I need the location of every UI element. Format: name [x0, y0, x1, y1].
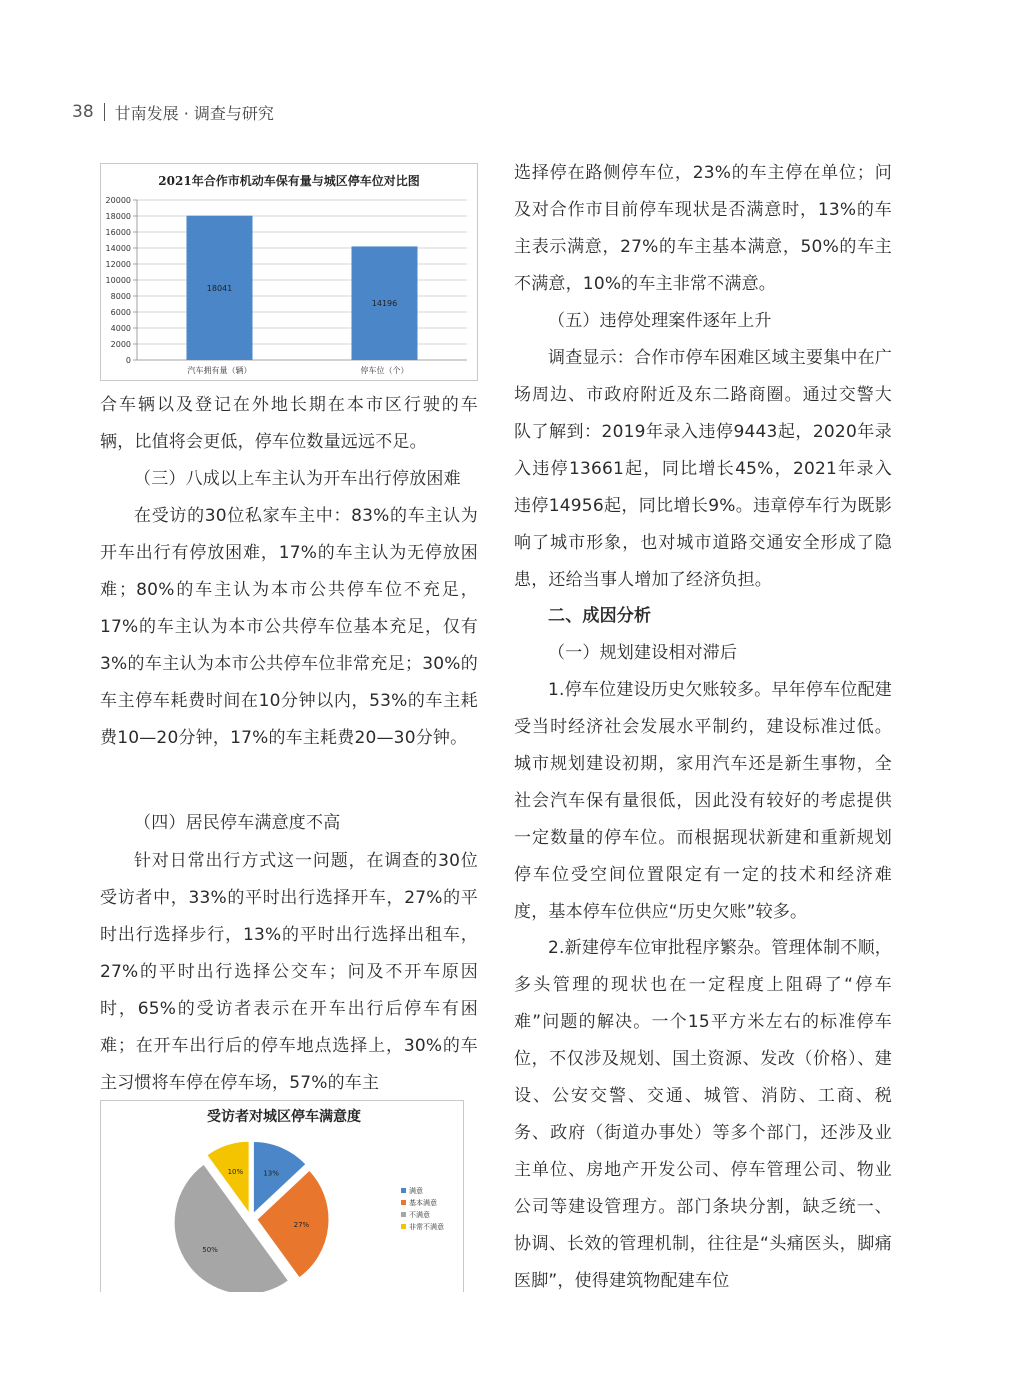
paragraph: 合车辆以及登记在外地长期在本市区行驶的车辆，比值将会更低，停车位数量远远不足。 — [100, 395, 478, 452]
bar-chart — [100, 163, 478, 381]
bar-chart-y-ticks — [106, 196, 131, 365]
category-label: 停车位（个） — [360, 366, 409, 375]
page-number: 38 — [72, 102, 94, 122]
paragraph: 选择停在路侧停车位，23%的车主停在单位；问及对合作市目前停车现状是否满意时，13%的车主表示满意，27%的车主基本满意，50%的车主不满意，10%的车主非常不满意。 — [514, 163, 892, 294]
subheading: （四）居民停车满意度不高 — [134, 813, 341, 833]
legend-entry: 不满意 — [409, 1211, 430, 1219]
y-tick-label: 20000 — [105, 196, 131, 205]
y-tick-label: 8000 — [110, 292, 131, 301]
y-tick-label: 18000 — [105, 212, 131, 221]
y-tick-label: 10000 — [105, 276, 131, 285]
paragraph: 1.停车位建设历史欠账较多。早年停车位配建受当时经济社会发展水平制约，建设标准过低。城市规划建设初期，家用汽车还是新生事物，全社会汽车保有量很低，因此没有较好的考虑提供一定数量的停车位。而根据现状新建和重新规划停车位受空间位置限定有一定的技术和经济难度，基本停车位供应“历史欠账”较多。 — [514, 680, 892, 922]
pie-slice-label: 27% — [293, 1220, 310, 1229]
pie-chart-slices — [174, 1141, 329, 1292]
y-tick-label: 16000 — [105, 228, 131, 237]
legend-swatch — [401, 1212, 406, 1217]
subheading: （五）违停处理案件逐年上升 — [548, 311, 772, 331]
legend-entry: 非常不满意 — [409, 1223, 444, 1231]
paragraph: 在受访的30位私家车主中：83%的车主认为开车出行有停放困难，17%的车主认为无停放困难；80%的车主认为本市公共停车位不充足，17%的车主认为本市公共停车位基本充足，仅有3%的车主认为本市公共停车位非常充足；30%的车主停车耗费时间在10分钟以内，53%的车主耗费10—20分钟，17%的车主耗费20—30分钟。 — [100, 506, 478, 748]
subheading: （三）八成以上车主认为开车出行停放困难 — [134, 469, 461, 489]
section-heading: 二、成因分析 — [548, 606, 652, 626]
legend-entry: 基本满意 — [409, 1199, 437, 1207]
running-header — [72, 101, 274, 123]
bar-chart-title: 2021年合作市机动车保有量与城区停车位对比图 — [158, 174, 420, 188]
paragraph: 针对日常出行方式这一问题，在调查的30位受访者中，33%的平时出行选择开车，27%的平时出行选择步行，13%的平时出行选择出租车，27%的平时出行选择公交车；问及不开车原因时，65%的受访者表示在开车出行后停车有困难；在开车出行后的停车地点选择上，30%的车主习惯将车停在停车场，57%的车主 — [100, 851, 478, 1093]
journal-title: 甘南发展 · 调查与研究 — [114, 103, 274, 123]
y-tick-label: 14000 — [105, 244, 131, 253]
y-tick-label: 2000 — [110, 340, 131, 349]
legend-entry: 满意 — [409, 1187, 423, 1195]
legend-swatch — [401, 1188, 406, 1193]
y-tick-label: 6000 — [110, 308, 131, 317]
y-tick-label: 0 — [125, 356, 131, 365]
bar-value-label: 14196 — [371, 299, 398, 309]
category-label: 汽车拥有量（辆） — [187, 366, 252, 375]
subheading: （一）规划建设相对滞后 — [548, 643, 738, 663]
pie-chart-legend — [401, 1186, 444, 1231]
legend-swatch — [401, 1200, 406, 1205]
pie-slice-label: 50% — [202, 1245, 218, 1254]
y-tick-label: 12000 — [105, 260, 131, 269]
bar-chart-categories — [188, 365, 409, 375]
pie-chart-svg — [101, 1101, 463, 1292]
pie-chart — [100, 1100, 464, 1292]
pie-chart-title: 受访者对城区停车满意度 — [207, 1109, 361, 1125]
bar-chart-bars — [187, 216, 418, 360]
header-divider — [104, 103, 105, 121]
bar-chart-svg — [101, 164, 477, 380]
y-tick-label: 4000 — [110, 324, 131, 333]
pie-slice-label: 10% — [227, 1167, 244, 1176]
legend-swatch — [401, 1224, 406, 1229]
paragraph: 调查显示：合作市停车困难区域主要集中在广场周边、市政府附近及东二路商圈。通过交警大队了解到：2019年录入违停9443起，2020年录入违停13661起，同比增长45%，2021年录入违停14956起，同比增长9%。违章停车行为既影响了城市形象，也对城市道路交通安全形成了隐患，还给当事人增加了经济负担。 — [514, 348, 892, 590]
paragraph: 2.新建停车位审批程序繁杂。管理体制不顺，多头管理的现状也在一定程度上阻碍了“停车难”问题的解决。一个15平方米左右的标准停车位，不仅涉及规划、国土资源、发改（价格）、建设、公安交警、交通、城管、消防、工商、税务、政府（街道办事处）等多个部门，还涉及业主单位、房地产开发公司、停车管理公司、物业公司等建设管理方。部门条块分割，缺乏统一、协调、长效的管理机制，往往是“头痛医头，脚痛医脚”，使得建筑物配建车位 — [514, 938, 892, 1291]
bar-value-label: 18041 — [206, 283, 233, 293]
pie-slice-label: 13% — [263, 1169, 279, 1178]
